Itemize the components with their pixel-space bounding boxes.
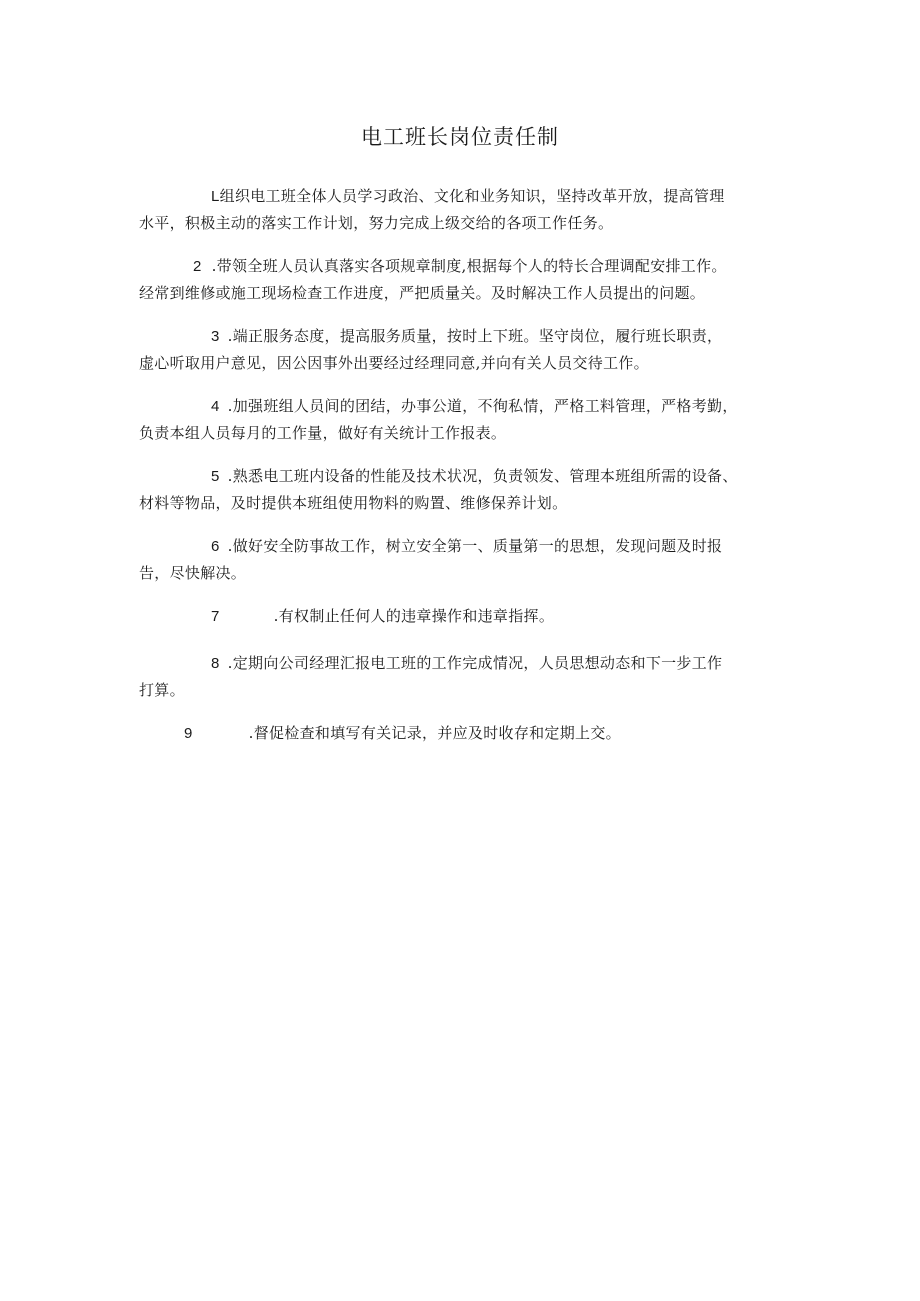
item-text-line2: 虚心听取用户意见，因公因事外出要经过经理同意,并向有关人员交待工作。: [139, 354, 649, 372]
item-text-line1: .端正服务态度，提高服务质量，按时上下班。坚守岗位，履行班长职责，: [227, 327, 723, 345]
item-text-line1: .加强班组人员间的团结，办事公道，不徇私情，严格工料管理，严格考勤，: [227, 397, 738, 415]
list-item: [139, 463, 789, 516]
item-text-line2: 材料等物品，及时提供本班组使用物料的购置、维修保养计划。: [139, 494, 568, 512]
item-text-line1: .有权制止任何人的违章操作和违章指挥。: [273, 607, 555, 625]
item-number: L: [211, 188, 220, 205]
item-text-line1: .定期向公司经理汇报电工班的工作完成情况，人员思想动态和下一步工作: [227, 654, 723, 672]
item-text-line1: .督促检查和填写有关记录，并应及时收存和定期上交。: [248, 724, 621, 742]
item-number: 5: [211, 468, 220, 485]
item-number: 2: [193, 258, 202, 275]
list-item: [139, 183, 789, 236]
item-text-line1: .熟悉电工班内设备的性能及技术状况，负责领发、管理本班组所需的设备、: [227, 467, 738, 485]
item-text-line1: .做好安全防事故工作，树立安全第一、质量第一的思想，发现问题及时报: [227, 537, 723, 555]
list-item: [139, 720, 789, 747]
list-item: [139, 603, 789, 630]
list-item: [139, 650, 789, 703]
list-item: [139, 533, 789, 586]
item-text-line2: 告，尽快解决。: [139, 564, 247, 582]
list-item: [139, 393, 789, 446]
item-text-line2: 打算。: [139, 681, 185, 699]
item-number: 4: [211, 398, 220, 415]
item-text-line1: 组织电工班全体人员学习政治、文化和业务知识，坚持改革开放，提高管理: [219, 187, 725, 205]
page-title: 电工班长岗位责任制: [361, 125, 559, 149]
item-number: 3: [211, 328, 220, 345]
item-number: 7: [211, 608, 220, 625]
item-text-line2: 经常到维修或施工现场检查工作进度，严把质量关。及时解决工作人员提出的问题。: [139, 284, 706, 302]
item-text-line1: .带领全班人员认真落实各项规章制度,根据每个人的特长合理调配安排工作。: [211, 257, 727, 275]
item-number: 8: [211, 655, 220, 672]
item-text-line2: 负责本组人员每月的工作量，做好有关统计工作报表。: [139, 424, 507, 442]
item-text-line2: 水平，积极主动的落实工作计划，努力完成上级交给的各项工作任务。: [139, 214, 614, 232]
list-item: [139, 253, 789, 306]
list-item: [139, 323, 789, 376]
item-number: 6: [211, 538, 220, 555]
item-number: 9: [184, 725, 193, 742]
